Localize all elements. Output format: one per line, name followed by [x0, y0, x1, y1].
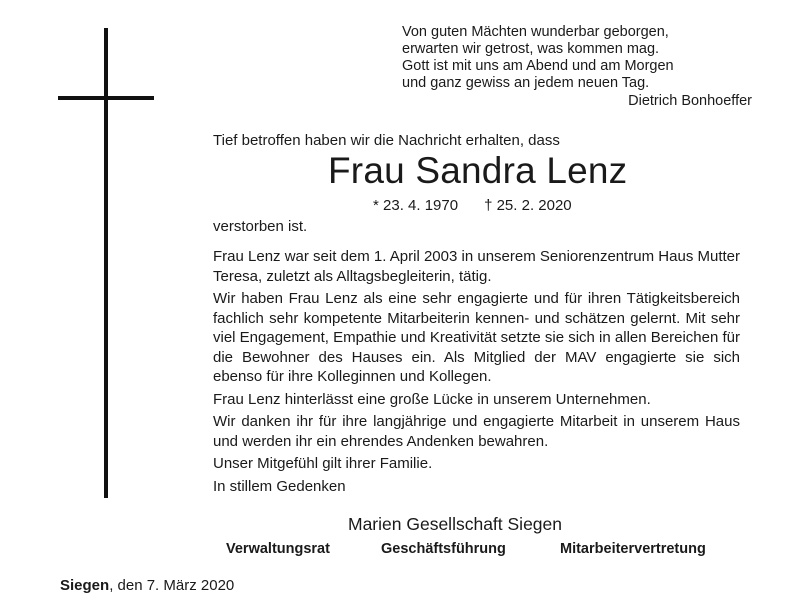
paragraph: In stillem Gedenken — [213, 477, 346, 495]
quote-author: Dietrich Bonhoeffer — [628, 93, 752, 109]
organization-name: Marien Gesellschaft Siegen — [348, 514, 562, 534]
bonhoeffer-quote — [402, 24, 752, 110]
signatory-board: Verwaltungsrat — [226, 541, 330, 557]
paragraph: Unser Mitgefühl gilt ihrer Familie. — [213, 455, 433, 472]
obituary-body — [213, 247, 740, 499]
place-date — [60, 577, 234, 594]
date-text: , den 7. März 2020 — [109, 577, 235, 594]
died-text: verstorben ist. — [213, 218, 308, 235]
quote-line: Von guten Mächten wunderbar geborgen, — [402, 24, 669, 40]
signatory-staff-council: Mitarbeitervertretung — [560, 541, 706, 557]
signatory-management: Geschäftsführung — [381, 541, 506, 557]
quote-line: Gott ist mit uns am Abend und am Morgen — [402, 58, 674, 74]
quote-line: erwarten wir getrost, was kommen mag. — [402, 41, 660, 57]
paragraph: Frau Lenz war seit dem 1. April 2003 in unserem Seniorenzentrum Haus Mutter Teresa, zuletzt als Alltagsbegleiterin, tätig. — [213, 248, 740, 285]
cross-horizontal-bar — [58, 96, 154, 100]
death-date: † 25. 2. 2020 — [484, 197, 572, 214]
paragraph: Wir danken ihr für ihre langjährige und engagierte Mitarbeit in unserem Haus und werden ihr ein ehrendes Andenken bewahren. — [213, 413, 740, 450]
intro-text: Tief betroffen haben wir die Nachricht erhalten, dass — [213, 132, 560, 149]
life-dates — [373, 197, 572, 214]
quote-line: und ganz gewiss an jedem neuen Tag. — [402, 75, 650, 91]
deceased-name: Frau Sandra Lenz — [328, 150, 628, 191]
birth-date: * 23. 4. 1970 — [373, 197, 459, 214]
paragraph: Frau Lenz hinterlässt eine große Lücke in unserem Unternehmen. — [213, 390, 651, 408]
paragraph: Wir haben Frau Lenz als eine sehr engagierte und für ihren Tätigkeitsbereich fachlich sehr kompetente Mitarbeiterin kennen- und schätzen gelernt. Mit sehr viel Engagement, Empathie und Kreativität setzte sie sich in allen Bereichen für die Bewohner des Hauses ein. Als Mitglied der MAV engagierte sie sich ebenso für ihre Kolleginnen und Kollegen. — [213, 290, 740, 385]
place-name: Siegen — [60, 577, 110, 594]
